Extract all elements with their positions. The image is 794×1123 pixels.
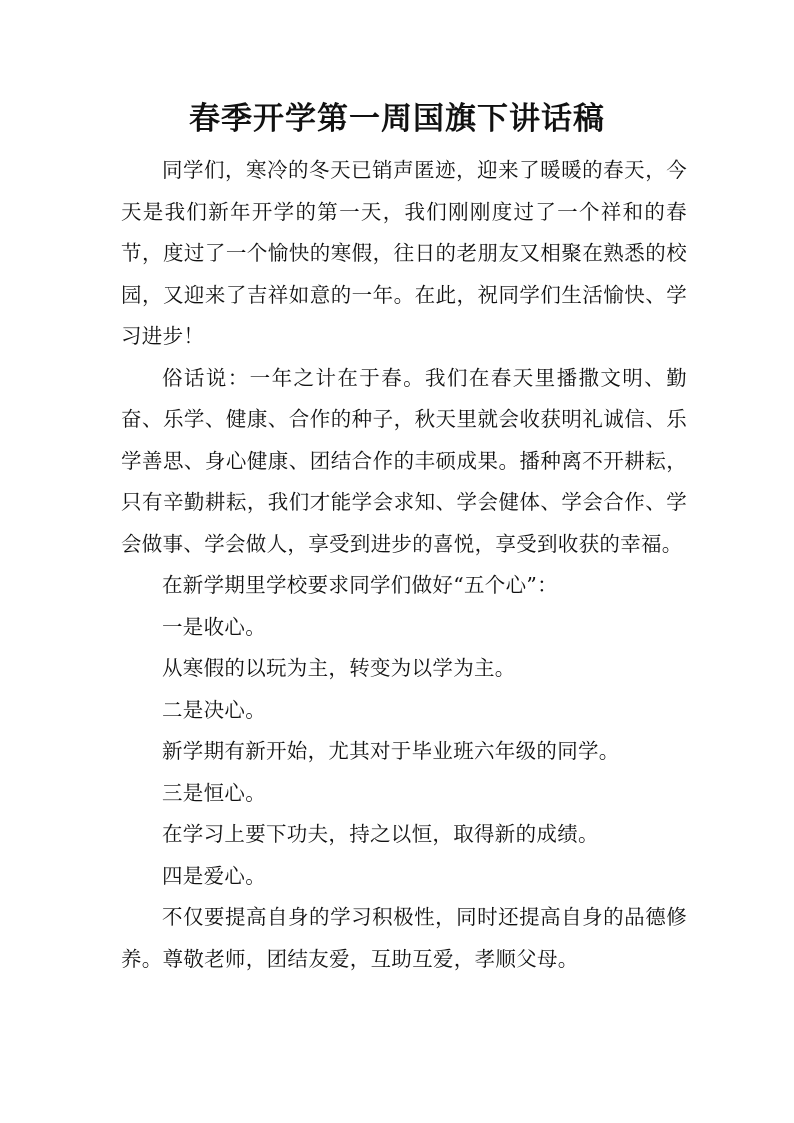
paragraph-five-hearts-intro: 在新学期里学校要求同学们做好“五个心”： bbox=[162, 573, 558, 597]
paragraph-greeting: 同学们，寒冷的冬天已销声匿迹，迎来了暖暖的春天，今天是我们新年开学的第一天，我们刚刚度过了一个祥和的春节，度过了一个愉快的寒假，往日的老朋友又相聚在熟悉的校园，又迎来了吉祥如意的一年。在此，祝同学们生活愉快、学习进步！ bbox=[121, 158, 687, 348]
document-body bbox=[121, 150, 687, 980]
heading-first-heart: 一是收心。 bbox=[162, 614, 266, 639]
paragraph-proverb: 俗话说：一年之计在于春。我们在春天里播撒文明、勤奋、乐学、健康、合作的种子，秋天里就会收获明礼诚信、乐学善思、身心健康、团结合作的丰硕成果。播种离不开耕耘，只有辛勤耕耘，我们才能学会求知、学会健体、学会合作、学会做事、学会做人，享受到进步的喜悦，享受到收获的幸福。 bbox=[121, 365, 687, 556]
paragraph-third-heart: 在学习上要下功夫，持之以恒，取得新的成绩。 bbox=[162, 822, 599, 846]
paragraph-second-heart: 新学期有新开始，尤其对于毕业班六年级的同学。 bbox=[162, 739, 620, 763]
heading-third-heart: 三是恒心。 bbox=[162, 780, 266, 805]
paragraph-fourth-heart: 不仅要提高自身的学习积极性，同时还提高自身的品德修养。尊敬老师，团结友爱，互助互爱，孝顺父母。 bbox=[121, 905, 687, 971]
paragraph-first-heart: 从寒假的以玩为主，转变为以学为主。 bbox=[162, 656, 516, 680]
document-title: 春季开学第一周国旗下讲话稿 bbox=[189, 101, 605, 137]
heading-second-heart: 二是决心。 bbox=[162, 697, 266, 722]
heading-fourth-heart: 四是爱心。 bbox=[162, 863, 266, 888]
